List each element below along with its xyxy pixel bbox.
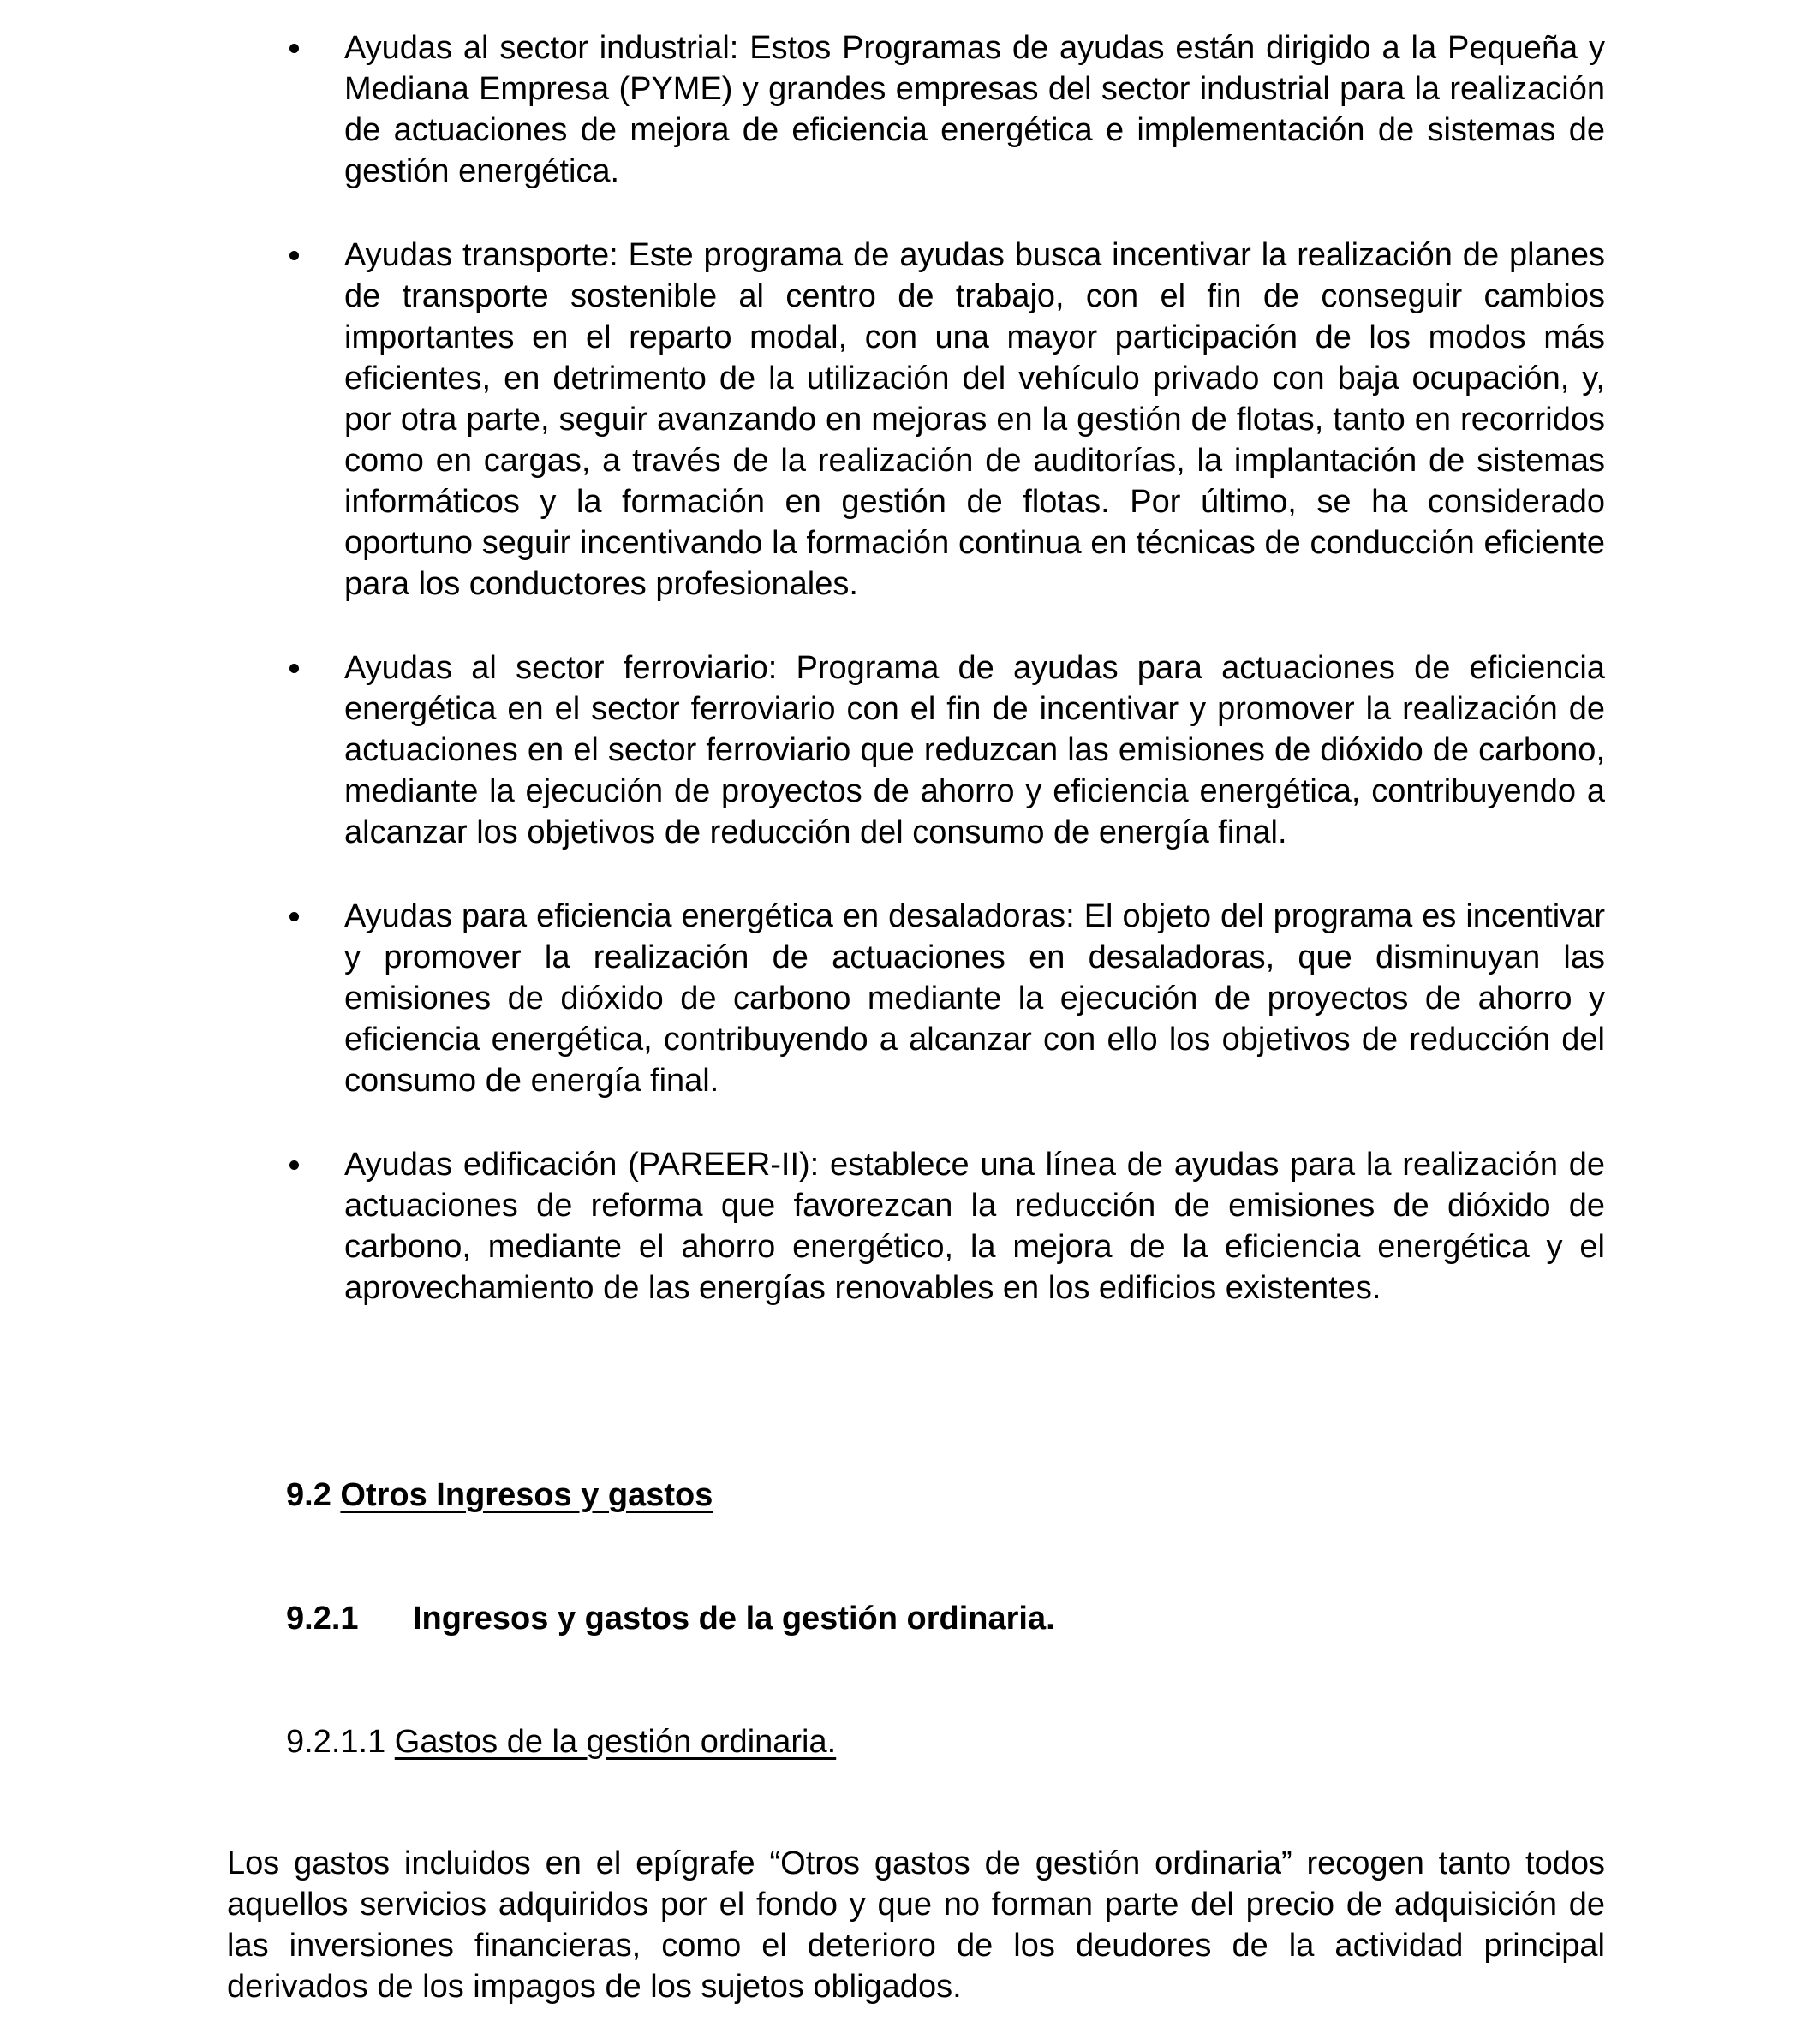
section-heading-9-2-1-1 xyxy=(286,1721,836,1762)
list-item-text: Ayudas transporte: Este programa de ayudas busca incentivar la realización de planes de transporte sostenible al centro de trabajo, con el fin de conseguir cambios importantes en el reparto modal, con una mayor participación de los modos más eficientes, en detrimento de la utilización del vehículo privado con baja ocupación, y, por otra parte, seguir avanzando en mejoras en la gestión de flotas, tanto en recorridos como en cargas, a través de la realización de auditorías, la implantación de sistemas informáticos y la formación en gestión de flotas. Por último, se ha considerado oportuno seguir incentivando la formación continua en técnicas de conducción eficiente para los conductores profesionales. xyxy=(344,237,1605,602)
bullet-icon xyxy=(289,44,299,53)
list-item xyxy=(286,1144,1605,1309)
list-item-text: Ayudas para eficiencia energética en desaladoras: El objeto del programa es incentivar y promover la realización de actuaciones en desaladoras, que disminuyan las emisiones de dióxido de carbono mediante la ejecución de proyectos de ahorro y eficiencia energética, contribuyendo a alcanzar con ello los objetivos de reducción del consumo de energía final. xyxy=(344,898,1605,1099)
bullet-icon xyxy=(289,912,299,921)
section-number: 9.2.1.1 xyxy=(286,1724,386,1760)
bullet-icon xyxy=(289,1160,299,1170)
aid-programs-list xyxy=(286,27,1605,1351)
list-item xyxy=(286,647,1605,853)
section-title: Otros Ingresos y gastos xyxy=(340,1477,713,1513)
body-paragraph: Los gastos incluidos en el epígrafe “Otros gastos de gestión ordinaria” recogen tanto todos aquellos servicios adquiridos por el fondo y que no forman parte del precio de adquisición de las inversiones financieras, como el deterioro de los deudores de la actividad principal derivados de los impagos de los sujetos obligados. xyxy=(227,1845,1605,2005)
bullet-icon xyxy=(289,251,299,260)
list-item xyxy=(286,27,1605,192)
list-item-text: Ayudas edificación (PAREER-II): establece una línea de ayudas para la realización de actuaciones de reforma que favorezcan la reducción de emisiones de dióxido de carbono, mediante el ahorro energético, la mejora de la eficiencia energética y el aprovechamiento de las energías renovables en los edificios existentes. xyxy=(344,1147,1605,1306)
list-item xyxy=(286,896,1605,1101)
section-number: 9.2 xyxy=(286,1477,331,1513)
list-item-text: Ayudas al sector ferroviario: Programa de ayudas para actuaciones de eficiencia energética en el sector ferroviario con el fin de incentivar y promover la realización de actuaciones en el sector ferroviario que reduzcan las emisiones de dióxido de carbono, mediante la ejecución de proyectos de ahorro y eficiencia energética, contribuyendo a alcanzar los objetivos de reducción del consumo de energía final. xyxy=(344,650,1605,850)
section-number: 9.2.1 xyxy=(286,1601,359,1637)
list-item-text: Ayudas al sector industrial: Estos Programas de ayudas están dirigido a la Pequeña y Mediana Empresa (PYME) y grandes empresas del sector industrial para la realización de actuaciones de mejora de eficiencia energética e implementación de sistemas de gestión energética. xyxy=(344,30,1605,189)
section-title: Gastos de la gestión ordinaria. xyxy=(394,1724,837,1760)
list-item xyxy=(286,235,1605,605)
bullet-icon xyxy=(289,664,299,673)
section-title: Ingresos y gastos de la gestión ordinaria. xyxy=(413,1601,1055,1637)
section-heading-9-2-1 xyxy=(286,1598,1055,1639)
section-heading-9-2 xyxy=(286,1475,713,1516)
